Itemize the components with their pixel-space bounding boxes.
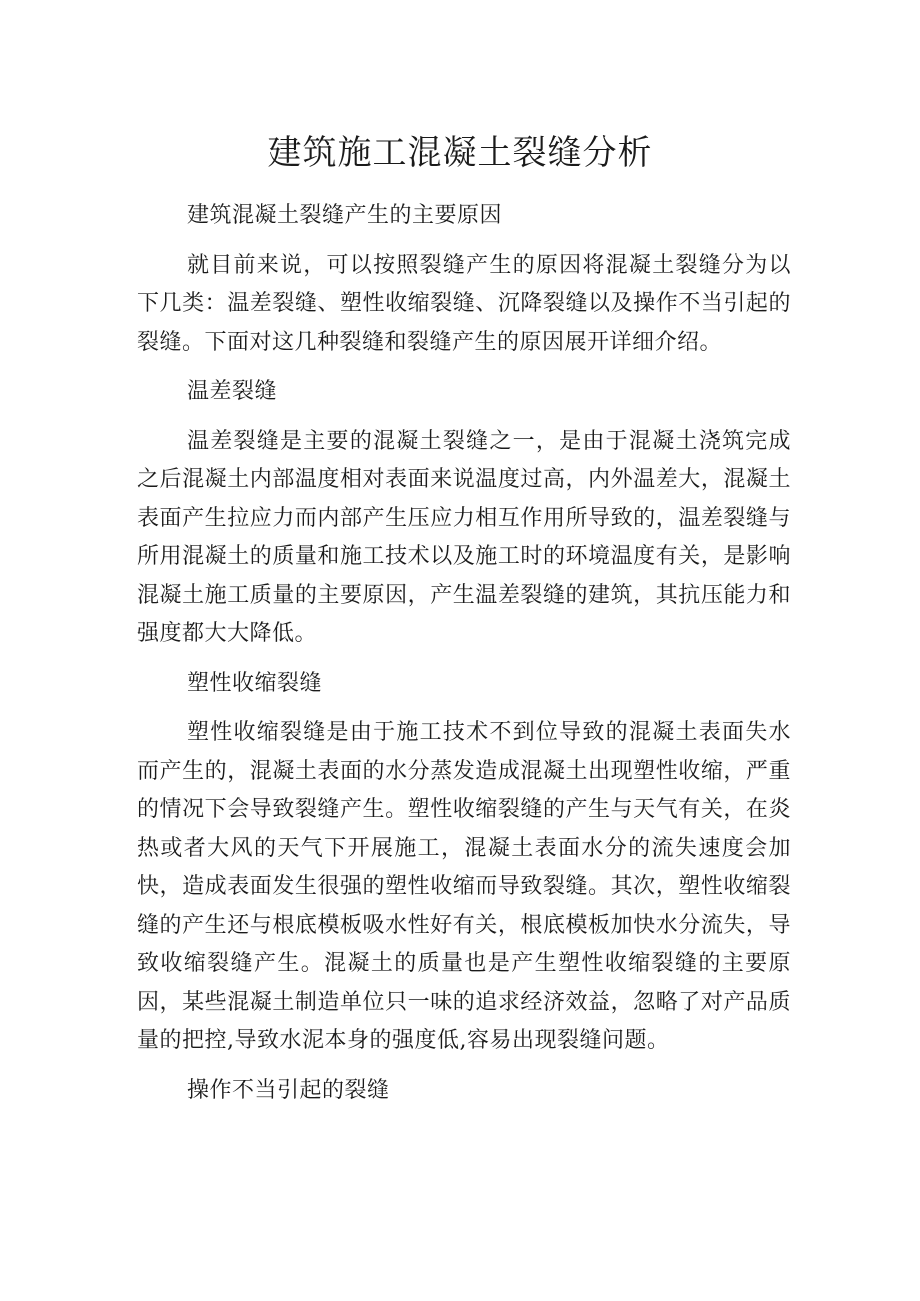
section-heading-plastic-shrinkage: 塑性收缩裂缝 xyxy=(187,670,323,696)
paragraph-intro: 就目前来说，可以按照裂缝产生的原因将混凝土裂缝分为以下几类：温差裂缝、塑性收缩裂缝、沉降裂缝以及操作不当引起的裂缝。下面对这几种裂缝和裂缝产生的原因展开详细介绍。 xyxy=(137,252,791,355)
section-heading-temperature-cracks: 温差裂缝 xyxy=(187,379,278,404)
document-body xyxy=(137,197,791,1121)
section-heading-causes: 建筑混凝土裂缝产生的主要原因 xyxy=(187,203,503,228)
paragraph-temperature-cracks: 温差裂缝是主要的混凝土裂缝之一，是由于混凝土浇筑完成之后混凝土内部温度相对表面来说温度过高，内外温差大，混凝土表面产生拉应力而内部产生压应力相互作用所导致的，温差裂缝与所用混凝土的质量和施工技术以及施工时的环境温度有关，是影响混凝土施工质量的主要原因，产生温差裂缝的建筑，其抗压能力和强度都大大降低。 xyxy=(137,428,791,646)
paragraph-plastic-shrinkage: 塑性收缩裂缝是由于施工技术不到位导致的混凝土表面失水而产生的，混凝土表面的水分蒸发造成混凝土出现塑性收缩，严重的情况下会导致裂缝产生。塑性收缩裂缝的产生与天气有关，在炎热或者大风的天气下开展施工，混凝土表面水分的流失速度会加快，造成表面发生很强的塑性收缩而导致裂缝。其次，塑性收缩裂缝的产生还与根底模板吸水性好有关，根底模板加快水分流失，导致收缩裂缝产生。混凝土的质量也是产生塑性收缩裂缝的主要原因，某些混凝土制造单位只一味的追求经济效益，忽略了对产品质量的把控,导致水泥本身的强度低,容易出现裂缝问题。 xyxy=(137,720,791,1053)
document-title: 建筑施工混凝土裂缝分析 xyxy=(267,133,653,173)
section-heading-improper-operation: 操作不当引起的裂缝 xyxy=(187,1077,390,1103)
